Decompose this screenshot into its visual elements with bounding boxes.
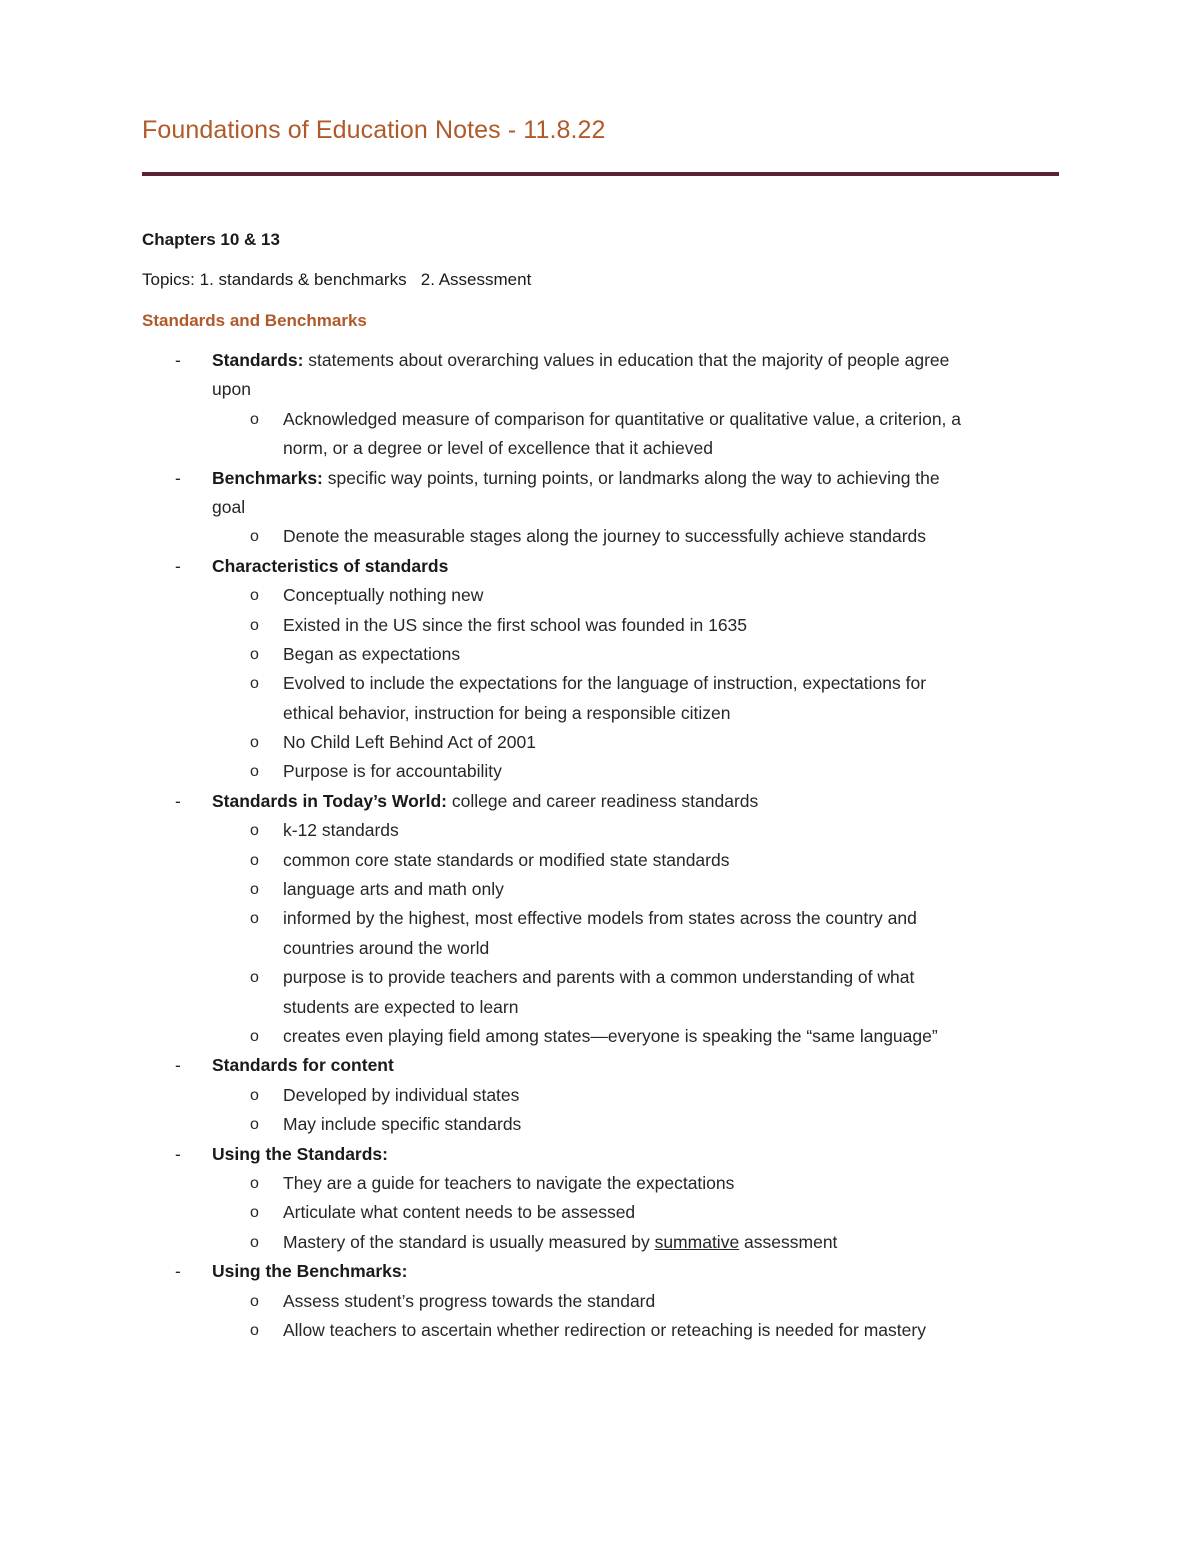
list-item <box>0 1140 1200 1258</box>
item-term: Using the Benchmarks: <box>212 1261 408 1282</box>
bullet-marker: o <box>250 410 259 428</box>
sub-item-text: informed by the highest, most effective models from states across the country and <box>283 908 917 929</box>
list-item <box>0 1051 1200 1139</box>
bullet-marker: o <box>250 763 259 781</box>
title-divider <box>142 172 1059 176</box>
item-term: Using the Standards: <box>212 1143 388 1164</box>
sub-item-text: Allow teachers to ascertain whether redirection or reteaching is needed for mastery <box>283 1319 926 1340</box>
document-title: Foundations of Education Notes - 11.8.22 <box>142 116 606 144</box>
bullet-marker: o <box>250 587 259 605</box>
sub-item-text: language arts and math only <box>283 879 504 900</box>
sub-item-text: Mastery of the standard is usually measured by <box>283 1231 655 1252</box>
bullet-marker: o <box>250 528 259 546</box>
list-item <box>0 552 1200 787</box>
sub-item-text-cont: students are expected to learn <box>283 996 519 1017</box>
item-term: Standards: <box>212 350 304 370</box>
sub-item-text: They are a guide for teachers to navigate the expectations <box>283 1172 735 1193</box>
bullet-marker: o <box>250 1027 259 1045</box>
list-item <box>0 464 1200 552</box>
topics-line: Topics: 1. standards & benchmarks 2. Assessment <box>142 270 532 289</box>
dash-marker: - <box>175 467 181 488</box>
sub-item-text: Articulate what content needs to be assessed <box>283 1202 636 1223</box>
bullet-marker: o <box>250 1233 259 1251</box>
dash-marker: - <box>175 1055 181 1076</box>
item-text: specific way points, turning points, or landmarks along the way to achieving the <box>322 467 940 488</box>
sub-item-text-cont: ethical behavior, instruction for being a responsible citizen <box>283 702 731 723</box>
underlined-term: summative <box>654 1231 740 1252</box>
bullet-marker: o <box>250 910 259 928</box>
section-heading: Standards and Benchmarks <box>142 311 367 330</box>
dash-marker: - <box>175 555 181 576</box>
dash-marker: - <box>175 350 181 370</box>
sub-item-text: common core state standards or modified state standards <box>283 849 730 870</box>
item-text: college and career readiness standards <box>446 790 759 811</box>
sub-item-text-cont: countries around the world <box>283 937 490 958</box>
list-item <box>0 346 1200 464</box>
item-term: Benchmarks: <box>212 467 323 488</box>
bullet-marker: o <box>250 1116 259 1134</box>
dash-marker: - <box>175 1261 181 1282</box>
bullet-marker: o <box>250 616 259 634</box>
bullet-marker: o <box>250 1174 259 1192</box>
item-text-cont: goal <box>212 496 246 517</box>
sub-item-text: Purpose is for accountability <box>283 761 502 782</box>
bullet-marker: o <box>250 881 259 899</box>
sub-item-text-end: assessment <box>739 1231 838 1252</box>
bullet-marker: o <box>250 851 259 869</box>
bullet-marker: o <box>250 734 259 752</box>
bullet-marker: o <box>250 969 259 987</box>
item-term: Characteristics of standards <box>212 555 449 576</box>
sub-item-text: Denote the measurable stages along the journey to successfully achieve standards <box>283 526 927 547</box>
bullet-marker: o <box>250 822 259 840</box>
dash-marker: - <box>175 790 181 811</box>
sub-item-text: Began as expectations <box>283 643 461 664</box>
sub-item-text: purpose is to provide teachers and parents with a common understanding of what <box>283 967 915 988</box>
sub-item-text: No Child Left Behind Act of 2001 <box>283 732 536 753</box>
sub-item-text: Existed in the US since the first school was founded in 1635 <box>283 614 748 635</box>
sub-item-text: May include specific standards <box>283 1114 522 1135</box>
sub-item-text-cont: norm, or a degree or level of excellence that it achieved <box>283 438 713 459</box>
bullet-marker: o <box>250 675 259 693</box>
bullet-marker: o <box>250 645 259 663</box>
sub-item-text: Assess student’s progress towards the standard <box>283 1290 656 1311</box>
bullet-marker: o <box>250 1086 259 1104</box>
chapters-line: Chapters 10 & 13 <box>142 230 280 249</box>
sub-item-text: creates even playing field among states—everyone is speaking the “same language” <box>283 1025 938 1046</box>
sub-item-text: Developed by individual states <box>283 1084 520 1105</box>
item-text: statements about overarching values in education that the majority of people agree <box>303 350 950 370</box>
dash-marker: - <box>175 1143 181 1164</box>
sub-item-text: Acknowledged measure of comparison for quantitative or qualitative value, a criterion, a <box>283 408 962 429</box>
item-term: Standards in Today’s World: <box>212 790 447 811</box>
list-item <box>0 787 1200 1052</box>
list-item <box>0 1257 1200 1345</box>
notes-list <box>0 346 1200 1345</box>
bullet-marker: o <box>250 1292 259 1310</box>
item-term: Standards for content <box>212 1055 394 1076</box>
item-text-cont: upon <box>212 379 251 400</box>
sub-item-text: Evolved to include the expectations for the language of instruction, expectations for <box>283 673 927 694</box>
sub-item-text: k-12 standards <box>283 820 399 841</box>
bullet-marker: o <box>250 1204 259 1222</box>
bullet-marker: o <box>250 1321 259 1339</box>
sub-item-text: Conceptually nothing new <box>283 585 484 606</box>
